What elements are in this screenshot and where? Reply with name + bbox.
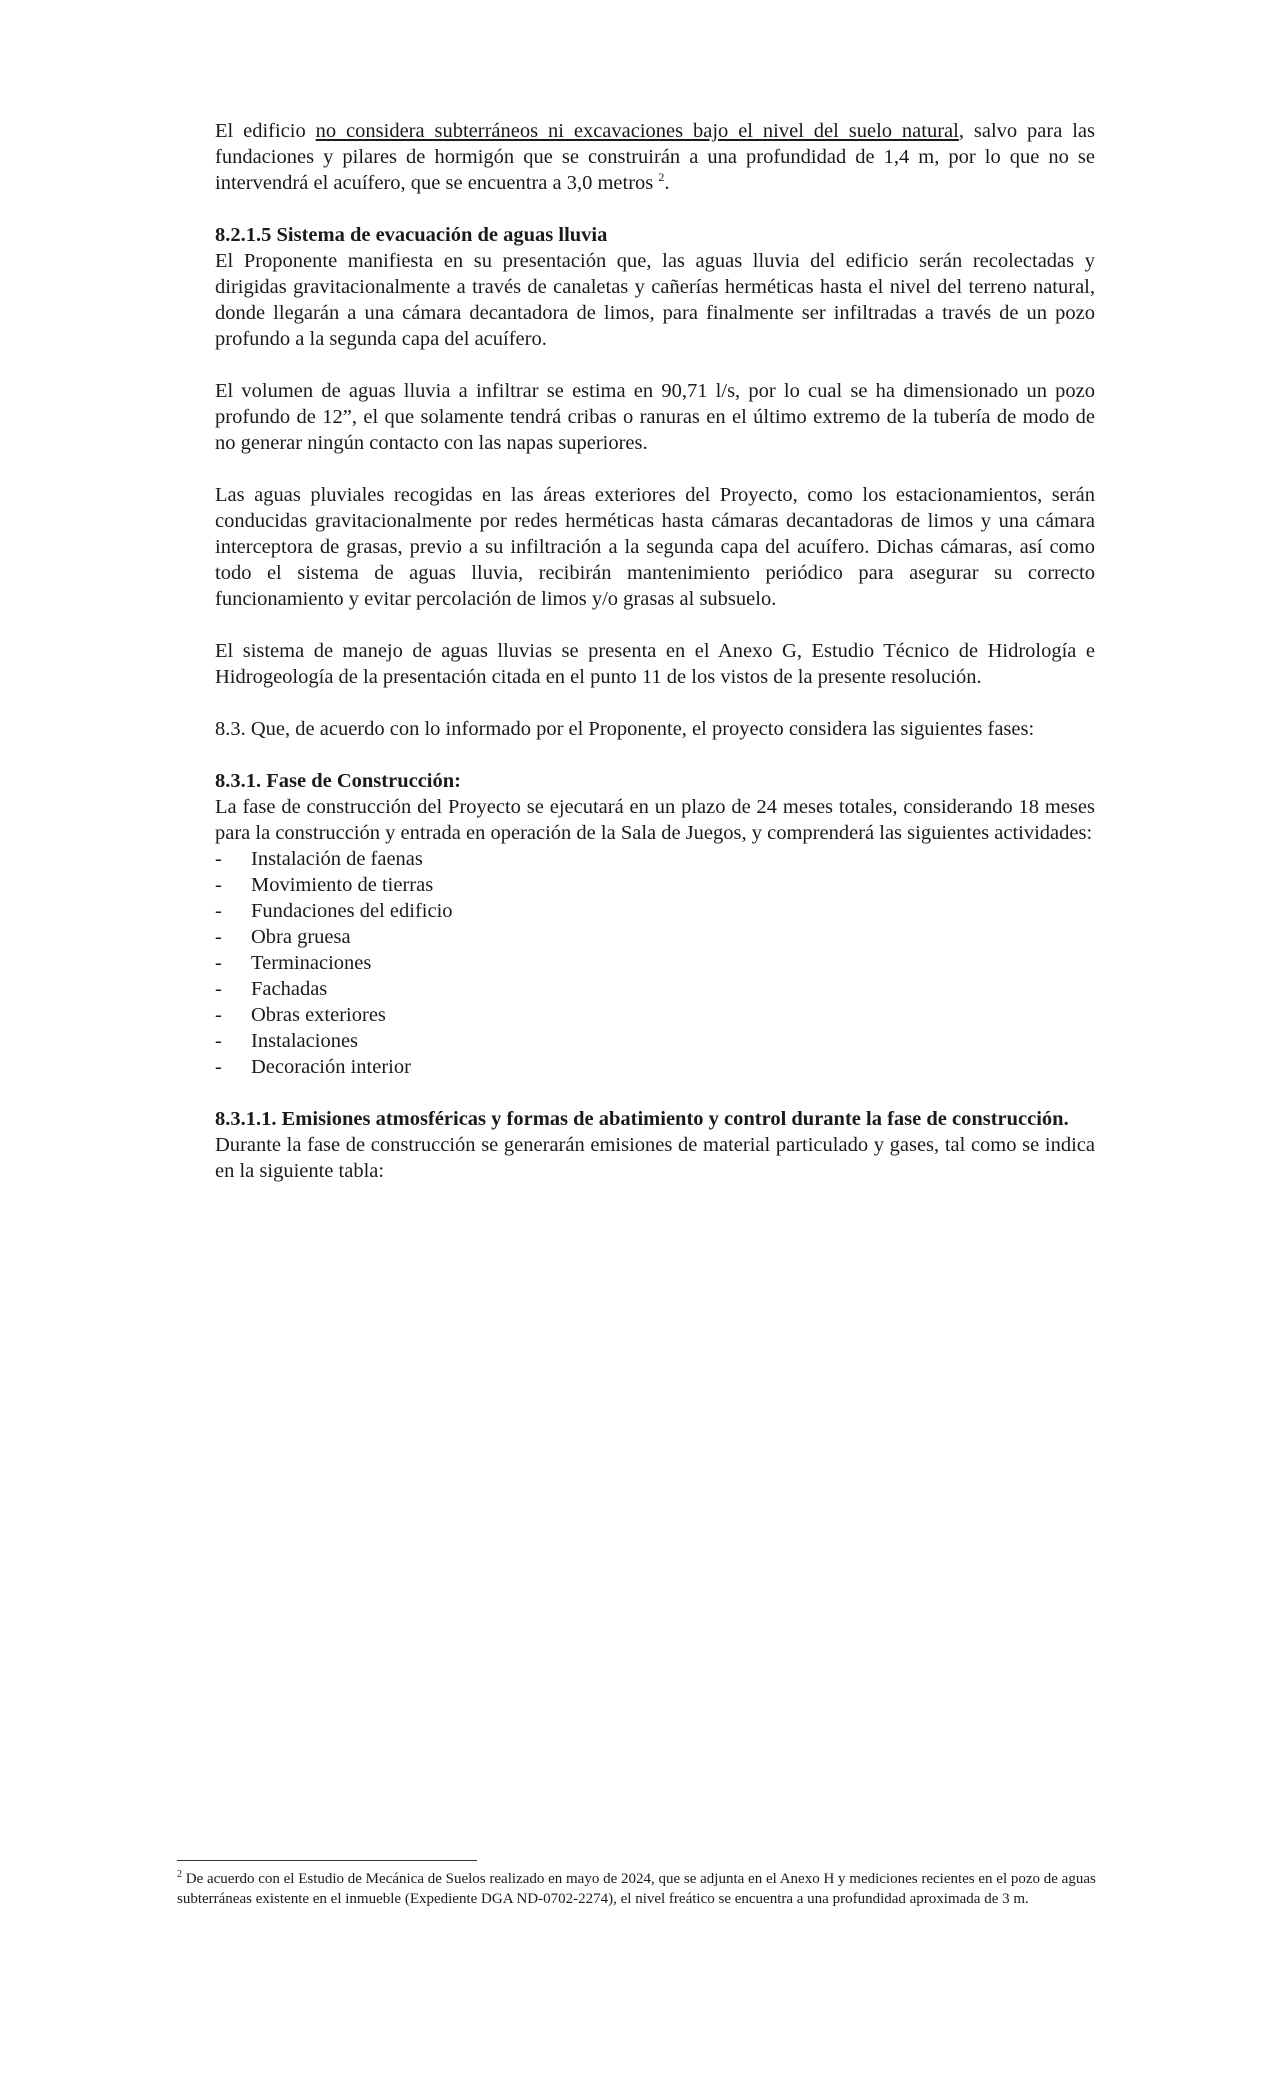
- dash-bullet: -: [215, 1056, 222, 1078]
- paragraph-rainwater-volume: El volumen de aguas lluvia a infiltrar se estima en 90,71 l/s, por lo cual se ha dimensionado un pozo profundo de 12”, el que solamente tendrá cribas o ranuras en el último extremo de la tubería de modo de no generar ningún contacto con las napas superiores.: [215, 380, 1095, 454]
- heading-8-2-1-5: 8.2.1.5 Sistema de evacuación de aguas lluvia: [215, 224, 608, 246]
- footnote-number: 2: [177, 1869, 182, 1880]
- dash-bullet: -: [215, 952, 222, 974]
- list-item-label: Fachadas: [251, 978, 328, 1000]
- paragraph-foundations-pre: El edificio: [215, 120, 316, 142]
- list-item: [215, 924, 1095, 950]
- list-item-label: Instalación de faenas: [251, 848, 423, 870]
- footnote-separator: [177, 1860, 477, 1861]
- footnote: [177, 1870, 1097, 1909]
- paragraph-foundations-post: , salvo para las fundaciones y pilares de hormigón que se construirán a una profundidad de 1,4 m, por lo que no se intervendrá el acuífero, que se encuentra a 3,0 metros: [215, 120, 1095, 194]
- list-item: [215, 898, 1095, 924]
- paragraph-emissions-intro: Durante la fase de construcción se generarán emisiones de material particulado y gases, tal como se indica en la siguiente tabla:: [215, 1134, 1095, 1182]
- paragraph-exterior-rainwater: Las aguas pluviales recogidas en las áreas exteriores del Proyecto, como los estacionamientos, serán conducidas gravitacionalmente por redes herméticas hasta cámaras decantadoras de limos y una cámara interceptora de grasas, previo a su infiltración a la segunda capa del acuífero. Dichas cámaras, así como todo el sistema de aguas lluvia, recibirán mantenimiento periódico para asegurar su correcto funcionamiento y evitar percolación de limos y/o grasas al subsuelo.: [215, 484, 1095, 610]
- dash-bullet: -: [215, 848, 222, 870]
- paragraph-8-3: 8.3. Que, de acuerdo con lo informado por el Proponente, el proyecto considera las siguientes fases:: [215, 718, 1035, 740]
- paragraph-foundations: [215, 118, 1095, 196]
- paragraph-foundations-end: .: [664, 172, 670, 194]
- list-item-label: Obra gruesa: [251, 926, 351, 948]
- list-item: [215, 976, 1095, 1002]
- heading-8-3-1: 8.3.1. Fase de Construcción:: [215, 770, 461, 792]
- list-item-label: Terminaciones: [251, 952, 372, 974]
- dash-bullet: -: [215, 978, 222, 1000]
- paragraph-annex-g: El sistema de manejo de aguas lluvias se presenta en el Anexo G, Estudio Técnico de Hidrología e Hidrogeología de la presentación citada en el punto 11 de los vistos de la presente resolución.: [215, 640, 1095, 688]
- list-item-label: Decoración interior: [251, 1056, 411, 1078]
- footnote-text: De acuerdo con el Estudio de Mecánica de Suelos realizado en mayo de 2024, que se adjunta en el Anexo H y mediciones recientes en el pozo de aguas subterráneas existente en el inmueble (Expediente DGA ND-0702-2274), el nivel freático se encuentra a una profundidad aproximada de 3 m.: [177, 1871, 1096, 1907]
- document-body: [215, 118, 1095, 1210]
- heading-8-3-1-1: 8.3.1.1. Emisiones atmosféricas y formas de abatimiento y control durante la fase de construcción.: [215, 1108, 1069, 1130]
- footnote-reference[interactable]: 2: [658, 170, 665, 185]
- list-item-label: Movimiento de tierras: [251, 874, 434, 896]
- dash-bullet: -: [215, 926, 222, 948]
- list-item-label: Obras exteriores: [251, 1004, 386, 1026]
- list-item: [215, 846, 1095, 872]
- list-item: [215, 872, 1095, 898]
- dash-bullet: -: [215, 900, 222, 922]
- list-item-label: Fundaciones del edificio: [251, 900, 453, 922]
- list-item: [215, 1002, 1095, 1028]
- paragraph-construction-phase: La fase de construcción del Proyecto se ejecutará en un plazo de 24 meses totales, considerando 18 meses para la construcción y entrada en operación de la Sala de Juegos, y comprenderá las siguientes actividades:: [215, 796, 1095, 844]
- list-item-label: Instalaciones: [251, 1030, 359, 1052]
- list-item: [215, 950, 1095, 976]
- underlined-statement: no considera subterráneos ni excavaciones bajo el nivel del suelo natural: [315, 120, 959, 142]
- dash-bullet: -: [215, 1004, 222, 1026]
- list-item: [215, 1054, 1095, 1080]
- dash-bullet: -: [215, 1030, 222, 1052]
- paragraph-rainwater-collection: El Proponente manifiesta en su presentación que, las aguas lluvia del edificio serán recolectadas y dirigidas gravitacionalmente a través de canaletas y cañerías herméticas hasta el nivel del terreno natural, donde llegarán a una cámara decantadora de limos, para finalmente ser infiltradas a través de un pozo profundo a la segunda capa del acuífero.: [215, 250, 1095, 350]
- activities-list: [215, 846, 1095, 1080]
- list-item: [215, 1028, 1095, 1054]
- dash-bullet: -: [215, 874, 222, 896]
